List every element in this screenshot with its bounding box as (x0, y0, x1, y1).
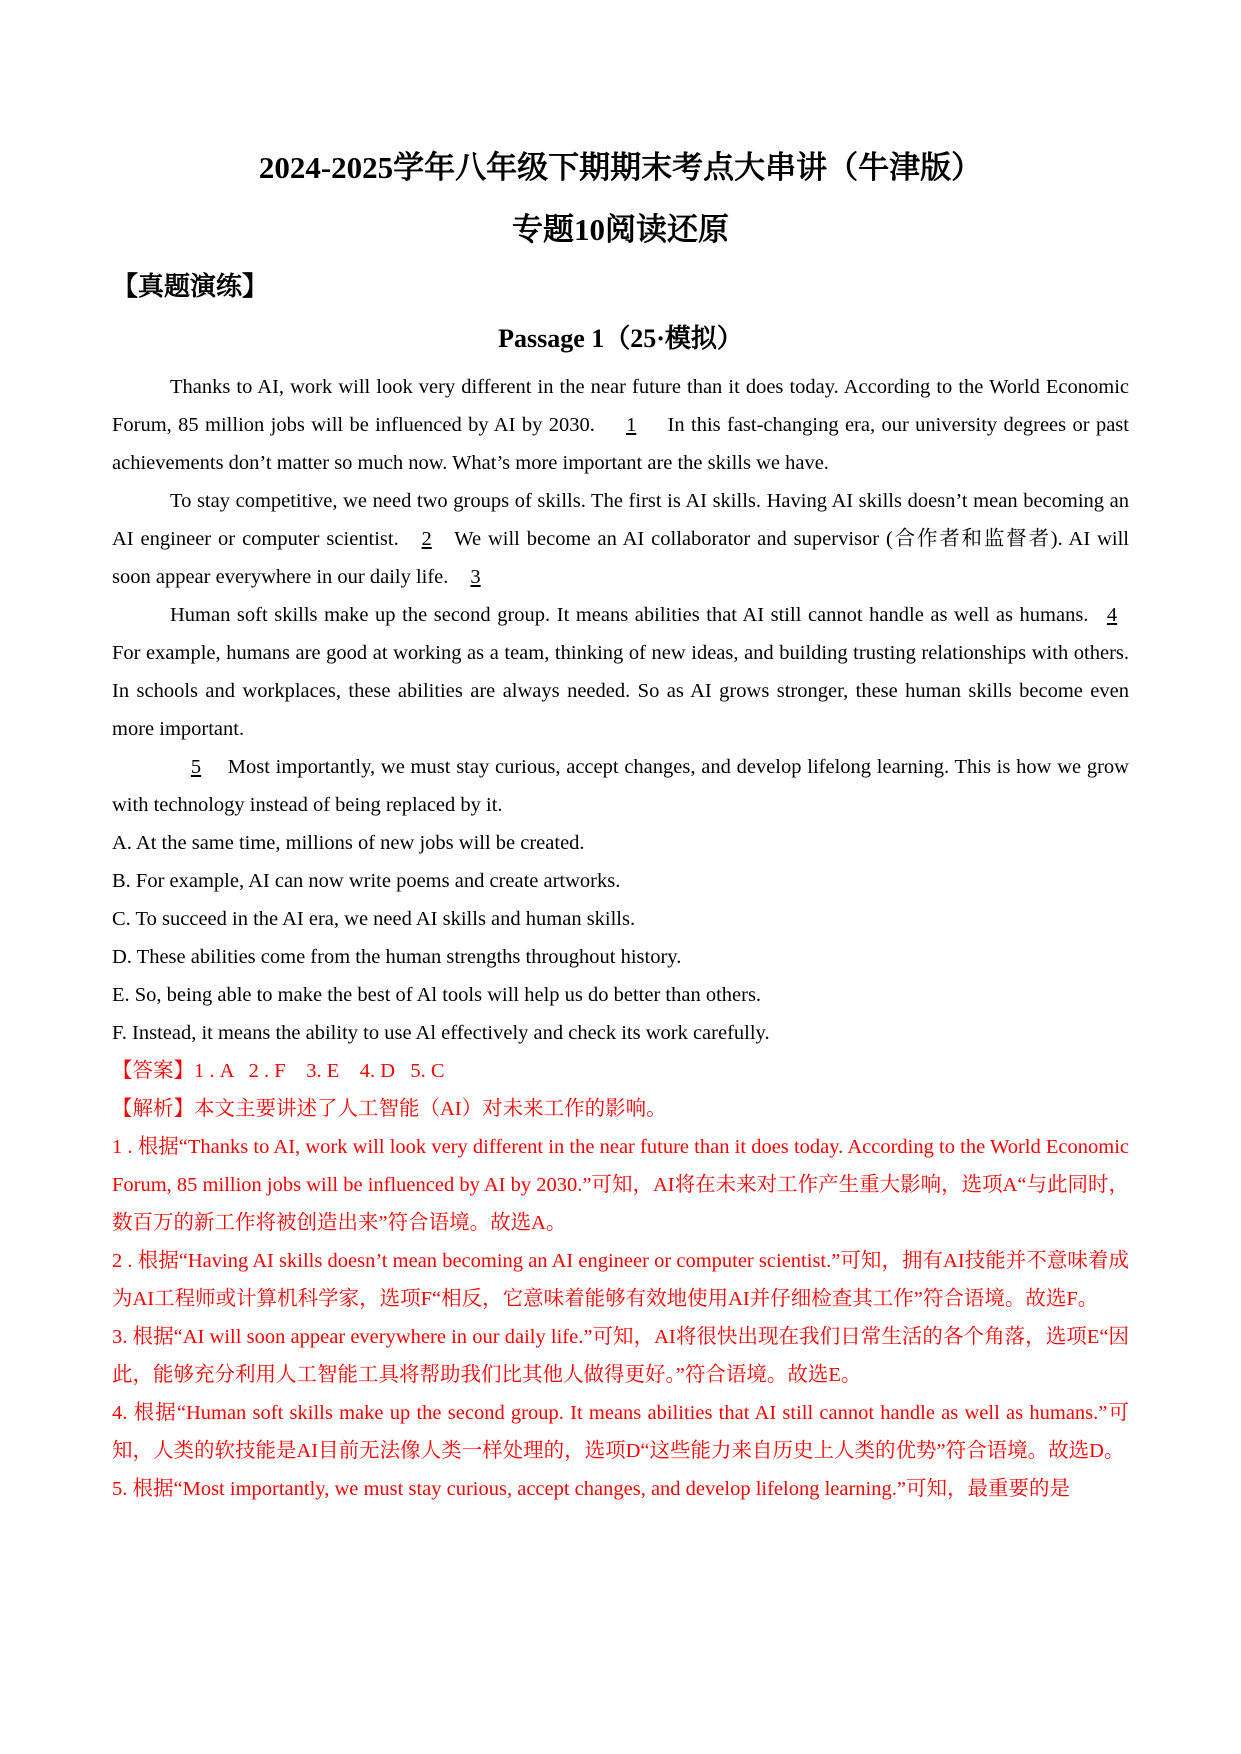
analysis-item-4: 4. 根据“Human soft skills make up the second group. It means abilities that AI still cannot handle as well as humans.”可知，人类的软技能是AI目前无法像人类一样处理的，选项D“这些能力来自历史上人类的优势”符合语境。故选D。 (112, 1402, 1129, 1462)
analysis-item-5: 5. 根据“Most importantly, we must stay curious, accept changes, and develop lifelong learning.”可知，最重要的是 (112, 1478, 1070, 1500)
analysis-item-2: 2 . 根据“Having AI skills doesn’t mean becoming an AI engineer or computer scientist.”可知，拥有AI技能并不意味着成为AI工程师或计算机科学家，选项F“相反，它意味着能够有效地使用AI并仔细检查其工作”符合语境。故选F。 (112, 1250, 1129, 1310)
analysis-item-1: 1 . 根据“Thanks to AI, work will look very different in the near future than it does today. According to the World Economic Forum, 85 million jobs will be influenced by AI by 2030.”可知，AI将在未来对工作产生重大影响，选项A“与此同时，数百万的新工作将被创造出来”符合语境。故选A。 (112, 1136, 1129, 1234)
section-heading: 【真题演练】 (112, 272, 269, 301)
document-body (112, 368, 1129, 1508)
option-f: F. Instead, it means the ability to use Al effectively and check its work carefully. (112, 1022, 770, 1044)
answer-text: 1 . A 2 . F 3. E 4. D 5. C (194, 1060, 445, 1082)
passage-title: Passage 1（25·模拟） (498, 324, 743, 353)
answer-label: 【答案】 (112, 1060, 194, 1082)
option-e: E. So, being able to make the best of Al tools will help us do better than others. (112, 984, 762, 1006)
analysis-intro: 【解析】本文主要讲述了人工智能（AI）对未来工作的影响。 (112, 1098, 667, 1120)
passage-paragraph-2: To stay competitive, we need two groups of skills. The first is AI skills. Having AI skills doesn’t mean becoming an AI engineer or computer scientist. 2 We will become an AI collaborator and supervisor (合作者和监督者). AI will soon appear everywhere in our daily life. 3 (112, 482, 1129, 596)
analysis-label: 【解析】 (112, 1098, 194, 1120)
option-b: B. For example, AI can now write poems and create artworks. (112, 870, 621, 892)
blank-4: 4 (1106, 604, 1118, 626)
option-c: C. To succeed in the AI era, we need AI skills and human skills. (112, 908, 636, 930)
option-a: A. At the same time, millions of new jobs will be created. (112, 832, 585, 854)
document-title: 2024-2025学年八年级下期期末考点大串讲（牛津版） (258, 150, 983, 185)
blank-2: 2 (421, 528, 432, 550)
passage-paragraph-1: Thanks to AI, work will look very different in the near future than it does today. According to the World Economic Forum, 85 million jobs will be influenced by AI by 2030. 1 In this fast-changing era, our university degrees or past achievements don’t matter so much now. What’s more important are the skills we have. (112, 376, 1129, 474)
answer-line (112, 1052, 1129, 1090)
analysis-item-3: 3. 根据“AI will soon appear everywhere in our daily life.”可知，AI将很快出现在我们日常生活的各个角落，选项E“因此，能够充分利用人工智能工具将帮助我们比其他人做得更好。”符合语境。故选E。 (112, 1326, 1129, 1386)
blank-5: 5 (190, 756, 202, 778)
passage-paragraph-4: 5 Most importantly, we must stay curious, accept changes, and develop lifelong learning. This is how we grow with technology instead of being replaced by it. (112, 748, 1129, 824)
option-d: D. These abilities come from the human strengths throughout history. (112, 946, 682, 968)
blank-3: 3 (470, 566, 481, 588)
document-subtitle: 专题10阅读还原 (512, 212, 729, 247)
passage-paragraph-3: Human soft skills make up the second group. It means abilities that AI still cannot handle as well as humans. 4 For example, humans are good at working as a team, thinking of new ideas, and building trusting relationships with others. In schools and workplaces, these abilities are always needed. So as AI grows stronger, these human skills become even more important. (112, 596, 1129, 748)
blank-1: 1 (626, 414, 637, 436)
